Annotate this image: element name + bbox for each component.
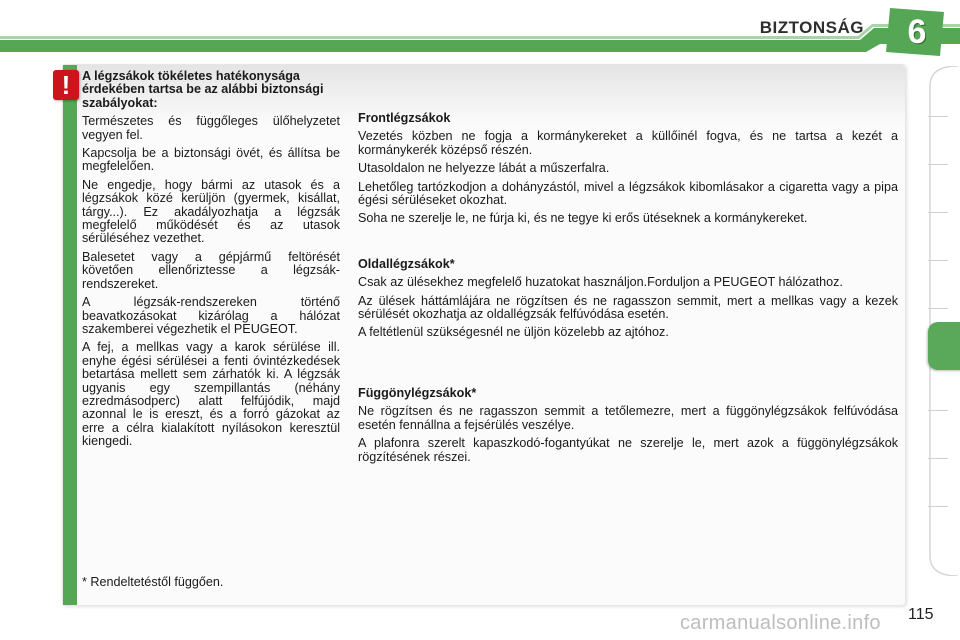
- panel-accent-bar: [63, 65, 77, 605]
- rule-paragraph: Balesetet vagy a gépjármű feltörését követően ellenőriztesse a légzsák-rendszereket.: [82, 249, 340, 291]
- section-heading: Frontlégzsákok: [358, 111, 451, 125]
- tab-divider: [928, 410, 948, 411]
- rule-paragraph: Természetes és függőleges ülőhelyzetet vegyen fel.: [82, 114, 340, 142]
- section-front-airbags: [358, 112, 898, 226]
- tab-divider: [928, 506, 948, 507]
- airbag-sections-column: [358, 112, 898, 469]
- section-paragraph: Ne rögzítsen és ne ragasszon semmit a tetőlemezre, mert a függönylégzsákok felfúvódása esetén fennállna a fejsérülés veszélye.: [358, 404, 898, 432]
- chapter-title: BIZTONSÁG: [759, 18, 864, 37]
- page-number: 115: [908, 606, 934, 623]
- section-paragraph: A feltétlenül szükségesnél ne üljön közelebb az ajtóhoz.: [358, 325, 669, 340]
- footnote: * Rendeltetéstől függően.: [82, 575, 224, 589]
- section-heading: Oldallégzsákok*: [358, 256, 455, 271]
- watermark: carmanualsonline.info: [680, 612, 881, 634]
- rule-paragraph: Kapcsolja be a biztonsági övét, és állítsa be megfelelően.: [82, 146, 340, 174]
- tab-rail-outline: [928, 66, 960, 576]
- tab-divider: [928, 260, 948, 261]
- section-paragraph: Vezetés közben ne fogja a kormánykereket a küllőinél fogva, és ne tartsa a kezét a kormánykerék középső részén.: [358, 129, 898, 157]
- rule-paragraph: A fej, a mellkas vagy a karok sérülése ill. enyhe égési sérülései a fenti óvintézkedések betartása mellett sem zárhatók ki. A légzsák ugyanis egy szempillantás (néhány ezredmásodperc) alatt felfújódik, majd azonnal le is ereszt, és a forró gázokat az erre a célra kialakított nyílásokon keresztül kiengedi.: [82, 340, 340, 449]
- tab-divider: [928, 116, 948, 117]
- section-paragraph: A plafonra szerelt kapaszkodó-fogantyúkat ne szerelje le, mert azok a függönylégzsákok rögzítésének részei.: [358, 436, 898, 464]
- section-paragraph: Csak az ülésekhez megfelelő huzatokat használjon.Forduljon a PEUGEOT hálózathoz.: [358, 275, 843, 290]
- section-paragraph: Az ülések háttámlájára ne rögzítsen és ne ragasszon semmit, mert a mellkas vagy a kezek sérülését okozhatja az oldallégzsák felfúvódása esetén.: [358, 293, 898, 322]
- section-paragraph: Utasoldalon ne helyezze lábát a műszerfalra.: [358, 161, 610, 176]
- section-paragraph: Lehetőleg tartózkodjon a dohányzástól, mivel a légzsákok kibomlásakor a cigaretta vagy a pipa égési sérüléseket okozhat.: [358, 179, 898, 208]
- section-curtain-airbags: [358, 387, 898, 464]
- section-side-airbags: [358, 258, 898, 340]
- chapter-tab-active[interactable]: [928, 322, 960, 370]
- tab-divider: [928, 212, 948, 213]
- section-heading: Függönylégzsákok*: [358, 385, 477, 400]
- safety-rules-column: [82, 70, 340, 454]
- tab-divider: [928, 164, 948, 165]
- tab-divider: [928, 308, 948, 309]
- rule-paragraph: Ne engedje, hogy bármi az utasok és a légzsákok közé kerüljön (gyermek, kisállat, tárgy...). Ez akadályozhatja a légzsák megfelelő működését és az utasok sérüléséhez vezethet.: [82, 177, 340, 246]
- tab-divider: [928, 458, 948, 459]
- chapter-header: [0, 0, 960, 58]
- chapter-number-badge: 6: [907, 12, 927, 51]
- warning-icon: !: [53, 70, 79, 100]
- section-paragraph: Soha ne szerelje le, ne fúrja ki, és ne tegye ki erős ütéseknek a kormánykereket.: [358, 211, 808, 226]
- safety-rules-heading: A légzsákok tökéletes hatékonysága érdekében tartsa be az alábbi biztonsági szabályokat:: [82, 69, 324, 110]
- rule-paragraph: A légzsák-rendszereken történő beavatkozásokat kizárólag a hálózat szakemberei végezhetik el PEUGEOT.: [82, 295, 340, 336]
